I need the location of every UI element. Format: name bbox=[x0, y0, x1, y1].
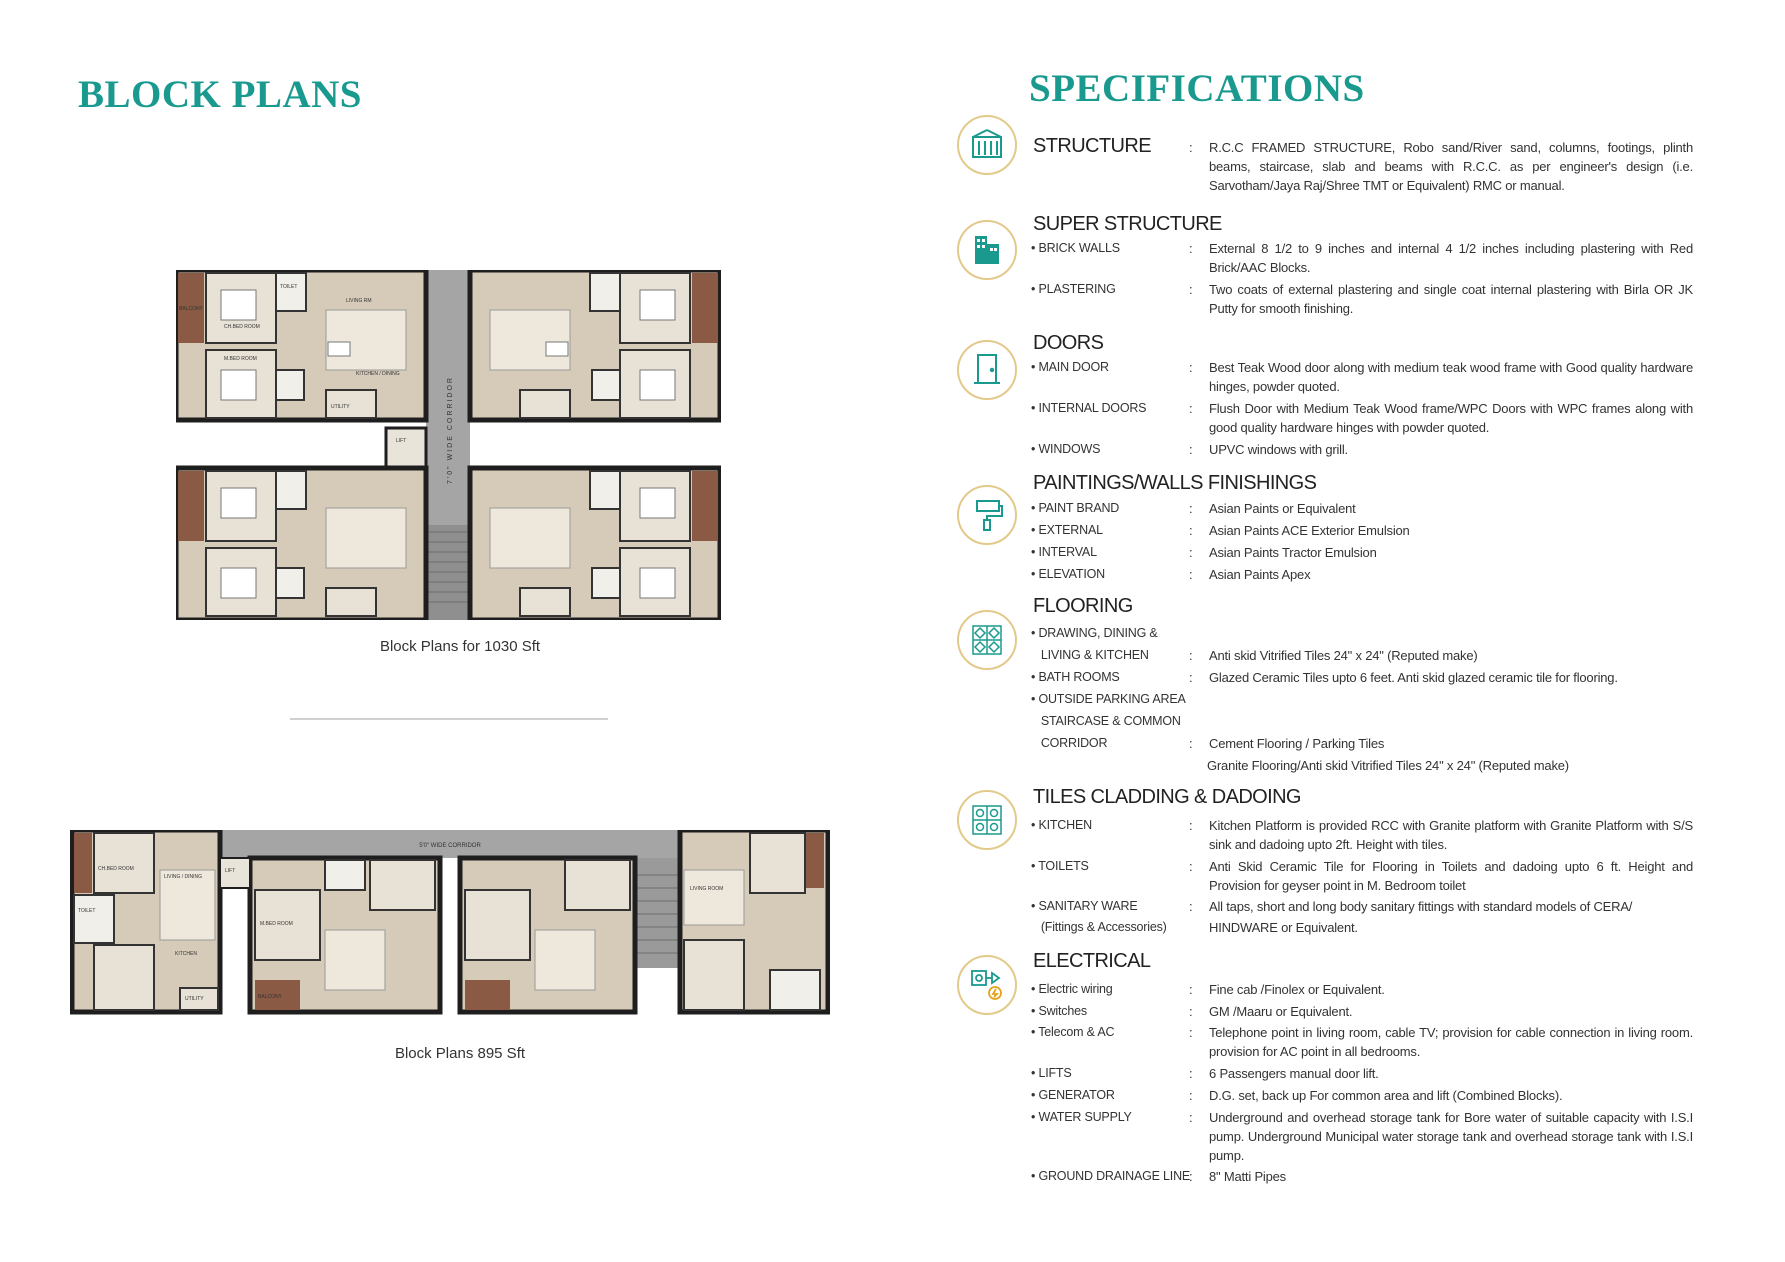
spec-value: 8" Matti Pipes bbox=[1209, 1169, 1286, 1184]
spec-label: • Telecom & AC bbox=[1031, 1025, 1115, 1039]
electrical-plug-icon bbox=[957, 955, 1017, 1015]
room-label: CH.BED ROOM bbox=[224, 324, 260, 330]
floor-plan-1030 bbox=[176, 270, 721, 620]
spec-label: (Fittings & Accessories) bbox=[1031, 920, 1167, 934]
spec-value: HINDWARE or Equivalent. bbox=[1209, 920, 1358, 935]
room-label: TOILET bbox=[280, 284, 298, 290]
spec-value: Kitchen Platform is provided RCC with Granite platform with Granite Platform with S/S sink and dadoing upto 2ft. Height with tiles. bbox=[1209, 818, 1693, 852]
spec-value: UPVC windows with grill. bbox=[1209, 442, 1348, 457]
section-title-flooring: FLOORING bbox=[1033, 595, 1133, 617]
spec-value: 6 Passengers manual door lift. bbox=[1209, 1066, 1379, 1081]
apartment-icon bbox=[957, 220, 1017, 280]
spec-value: Asian Paints Apex bbox=[1209, 567, 1311, 582]
spec-label: STAIRCASE & COMMON bbox=[1031, 714, 1181, 728]
spec-label: • GENERATOR bbox=[1031, 1088, 1115, 1102]
spec-label: • SANITARY WARE bbox=[1031, 899, 1138, 913]
floor-tile-icon bbox=[957, 610, 1017, 670]
spec-value: D.G. set, back up For common area and lift (Combined Blocks). bbox=[1209, 1088, 1563, 1103]
room-label: UTILITY bbox=[331, 404, 350, 410]
room-label: BALCONY bbox=[258, 994, 282, 1000]
section-title-doors: DOORS bbox=[1033, 332, 1104, 354]
room-label: LIFT bbox=[225, 868, 236, 874]
spec-label: • WINDOWS bbox=[1031, 442, 1101, 456]
spec-value: Anti skid Vitrified Tiles 24" x 24" (Reputed make) bbox=[1209, 648, 1478, 663]
spec-value: Asian Paints Tractor Emulsion bbox=[1209, 545, 1377, 560]
door-icon bbox=[957, 340, 1017, 400]
room-label: LIVING ROOM bbox=[690, 886, 724, 892]
spec-value: Glazed Ceramic Tiles upto 6 feet. Anti skid glazed ceramic tile for flooring. bbox=[1209, 670, 1618, 685]
spec-label: • Switches bbox=[1031, 1004, 1087, 1018]
spec-label: • OUTSIDE PARKING AREA bbox=[1031, 692, 1186, 706]
spec-label: CORRIDOR bbox=[1031, 736, 1108, 750]
spec-row: : R.C.C FRAMED STRUCTURE, Robo sand/River sand, columns, footings, plinth beams, staircase, slab and beams with R.C.C. as per engineer's design (i.e. Sarvotham/Jaya Raj/Shree TMT or Equivalent) RMC or manual. bbox=[1189, 140, 1693, 193]
room-label: CH.BED ROOM bbox=[98, 866, 134, 872]
section-title-structure: STRUCTURE bbox=[1033, 135, 1151, 157]
spec-label: • EXTERNAL bbox=[1031, 523, 1103, 537]
spec-label: • PAINT BRAND bbox=[1031, 501, 1120, 515]
spec-label: • LIFTS bbox=[1031, 1066, 1072, 1080]
section-title-tiles-cladding: TILES CLADDING & DADOING bbox=[1033, 786, 1301, 808]
spec-label: • PLASTERING bbox=[1031, 282, 1116, 296]
spec-value: Anti Skid Ceramic Tile for Flooring in Toilets and dadoing upto 6 ft. Height and Provision for geyser point in M. Bedroom toilet bbox=[1209, 859, 1693, 893]
corridor-label: 7'0" WIDE CORRIDOR bbox=[447, 376, 454, 484]
spec-value: GM /Maaru or Equivalent. bbox=[1209, 1004, 1353, 1019]
block-plans-title: BLOCK PLANS bbox=[78, 73, 362, 116]
specifications-title: SPECIFICATIONS bbox=[1029, 67, 1365, 110]
room-label: KITCHEN / DINING bbox=[356, 371, 400, 377]
spec-label: • KITCHEN bbox=[1031, 818, 1092, 832]
room-label: M.BED ROOM bbox=[260, 921, 293, 927]
room-label: UTILITY bbox=[185, 996, 204, 1002]
spec-label: LIVING & KITCHEN bbox=[1031, 648, 1149, 662]
spec-value: Fine cab /Finolex or Equivalent. bbox=[1209, 982, 1385, 997]
spec-value: Flush Door with Medium Teak Wood frame/WPC Doors with WPC frames along with good quality hardware hinges with powder quoted. bbox=[1209, 401, 1693, 435]
spec-label: • BRICK WALLS bbox=[1031, 241, 1120, 255]
spec-label: • MAIN DOOR bbox=[1031, 360, 1109, 374]
spec-value: Asian Paints or Equivalent bbox=[1209, 501, 1356, 516]
spec-label: • BATH ROOMS bbox=[1031, 670, 1120, 684]
room-label: LIVING / DINING bbox=[164, 874, 203, 880]
room-label: BALCONY bbox=[179, 306, 203, 312]
spec-label: • DRAWING, DINING & bbox=[1031, 626, 1158, 640]
section-title-electrical: ELECTRICAL bbox=[1033, 950, 1151, 972]
plan-895-caption: Block Plans 895 Sft bbox=[394, 1045, 526, 1062]
floor-plan-895 bbox=[70, 830, 830, 1015]
plan-1030-caption: Block Plans for 1030 Sft bbox=[379, 638, 541, 655]
spec-label: • INTERVAL bbox=[1031, 545, 1097, 559]
spec-label: • GROUND DRAINAGE LINE bbox=[1031, 1169, 1191, 1183]
spec-value: External 8 1/2 to 9 inches and internal 4 1/2 inches including plastering with Red Brick/AAC Blocks. bbox=[1209, 241, 1693, 275]
spec-label: • Electric wiring bbox=[1031, 982, 1113, 996]
room-label: TOILET bbox=[78, 908, 96, 914]
section-title-paintings: PAINTINGS/WALLS FINISHINGS bbox=[1033, 472, 1317, 494]
spec-value: Asian Paints ACE Exterior Emulsion bbox=[1209, 523, 1410, 538]
paint-roller-icon bbox=[957, 485, 1017, 545]
room-label: LIVING RM bbox=[346, 298, 372, 304]
corridor-label: 5'0" WIDE CORRIDOR bbox=[419, 843, 481, 849]
spec-value: Cement Flooring / Parking Tiles bbox=[1209, 736, 1385, 751]
wall-tile-icon bbox=[957, 790, 1017, 850]
room-label: KITCHEN bbox=[175, 951, 197, 957]
spec-label: • WATER SUPPLY bbox=[1031, 1110, 1132, 1124]
room-label: M.BED ROOM bbox=[224, 356, 257, 362]
spec-value: Underground and overhead storage tank for Bore water of suitable capacity with I.S.I pump. Underground Municipal water storage tank and overhead storage tank with I.S.I pump. bbox=[1209, 1110, 1693, 1163]
section-title-super-structure: SUPER STRUCTURE bbox=[1033, 213, 1222, 235]
spec-label: • ELEVATION bbox=[1031, 567, 1105, 581]
spec-value: Granite Flooring/Anti skid Vitrified Tiles 24" x 24" (Reputed make) bbox=[1207, 758, 1569, 773]
spec-value: All taps, short and long body sanitary fittings with standard models of CERA/ bbox=[1209, 899, 1633, 914]
spec-value: Telephone point in living room, cable TV; provision for cable connection in living room. provision for AC point in all bedrooms. bbox=[1209, 1025, 1693, 1059]
spec-label: • TOILETS bbox=[1031, 859, 1089, 873]
spec-value: R.C.C FRAMED STRUCTURE, Robo sand/River sand, columns, footings, plinth beams, staircase, slab and beams with R.C.C. as per engineer's design (i.e. Sarvotham/Jaya Raj/Shree TMT or Equivalent) RMC or manual. bbox=[1209, 140, 1693, 193]
building-icon bbox=[957, 115, 1017, 175]
spec-value: Two coats of external plastering and single coat internal plastering with Birla OR JK Putty for smooth finishing. bbox=[1209, 282, 1693, 316]
spec-value: Best Teak Wood door along with medium teak wood frame with Good quality hardware hinges, powder quoted. bbox=[1209, 360, 1693, 394]
room-label: LIFT bbox=[396, 438, 407, 444]
spec-label: • INTERNAL DOORS bbox=[1031, 401, 1147, 415]
divider bbox=[290, 718, 608, 720]
